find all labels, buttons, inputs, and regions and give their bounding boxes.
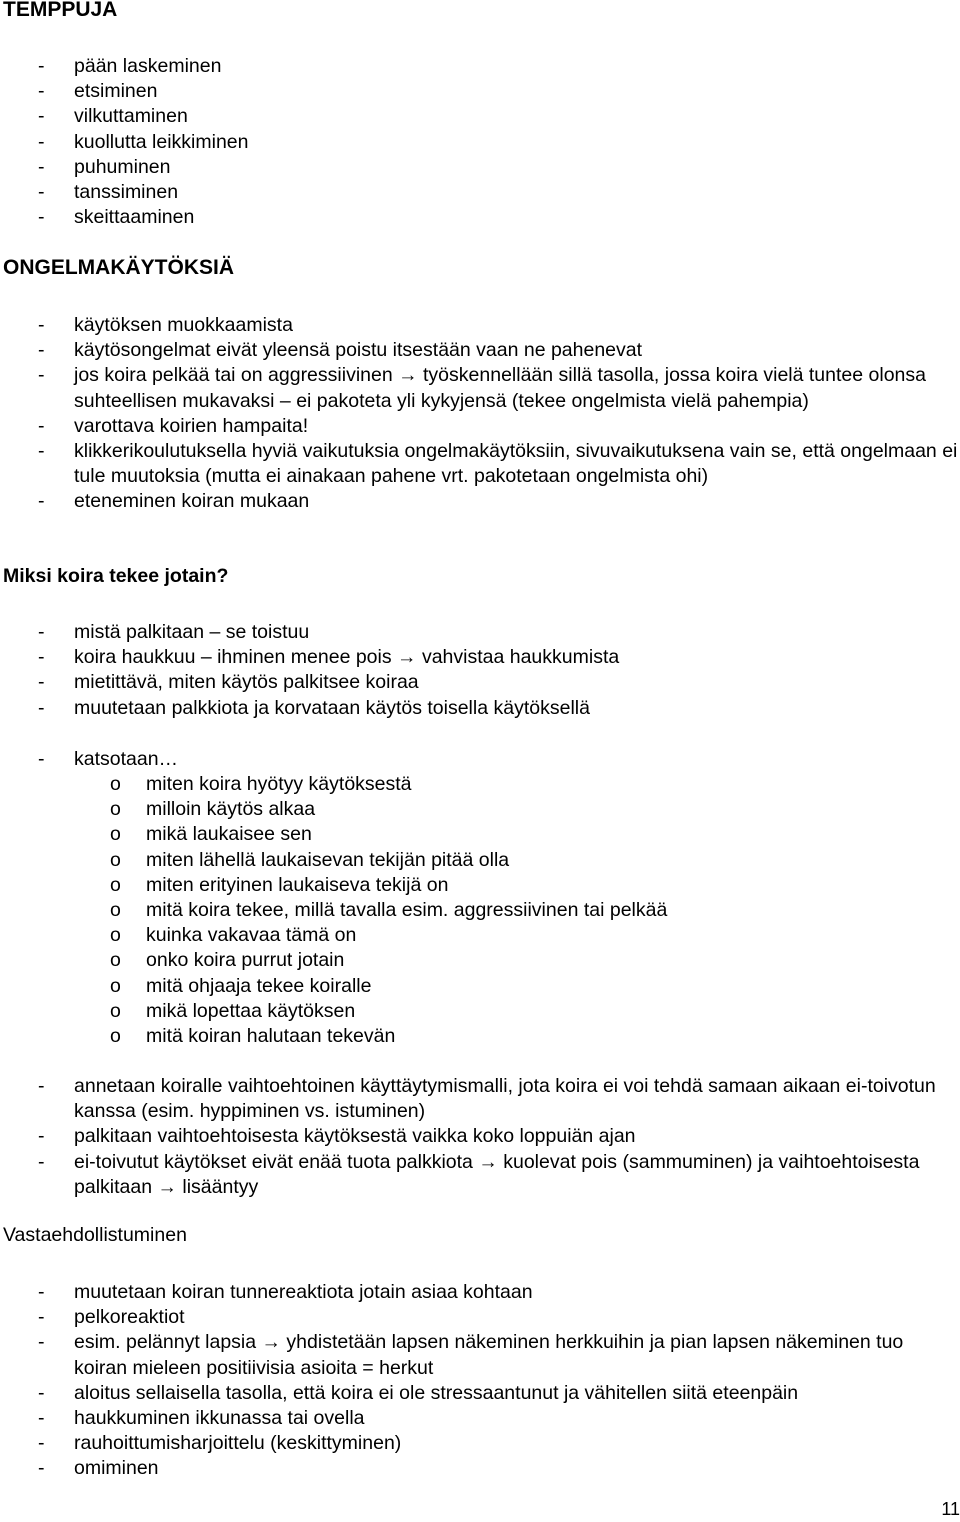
list-item: - muutetaan palkkiota ja korvataan käytös toisella käytöksellä — [38, 696, 590, 719]
list-item: - tanssiminen — [38, 181, 179, 204]
list-item: o mitä koiran halutaan tekevän — [110, 1025, 396, 1048]
list-vaihtoehtoinen — [0, 1074, 960, 1200]
list-item: o miten lähellä laukaisevan tekijän pitää olla — [110, 848, 510, 871]
list-item: - mietittävä, miten käytös palkitsee koiraa — [38, 671, 419, 694]
page-number: 11 — [941, 1499, 960, 1519]
list-item: - käytösongelmat eivät yleensä poistu itsestään vaan ne pahenevat — [38, 339, 643, 362]
list-katsotaan — [0, 747, 960, 772]
list-item: o milloin käytös alkaa — [110, 798, 316, 821]
list-item: - puhuminen — [38, 155, 171, 178]
heading-miksi: Miksi koira tekee jotain? — [3, 565, 229, 587]
list-item: - pään laskeminen — [38, 55, 222, 77]
list-item: o miten koira hyötyy käytöksestä — [110, 773, 412, 795]
list-item: - esim. pelännyt lapsia → yhdistetään lapsen näkeminen herkkuihin ja pian lapsen näkeminen tuo koiran mieleen positiivisia asioita = herkut — [38, 1331, 904, 1379]
list-item: - skeittaaminen — [38, 206, 195, 229]
list-miksi — [0, 620, 960, 721]
list-item: o mikä laukaisee sen — [110, 823, 312, 846]
list-item: - omiminen — [38, 1457, 159, 1480]
list-ongelmakaytoksia — [0, 313, 960, 515]
list-item: o mikä lopettaa käytöksen — [110, 999, 356, 1022]
list-item: o mitä koira tekee, millä tavalla esim. aggressiivinen tai pelkää — [110, 899, 668, 922]
list-item: - kuollutta leikkiminen — [38, 130, 249, 153]
list-item: o mitä ohjaaja tekee koiralle — [110, 974, 372, 997]
list-item: - annetaan koiralle vaihtoehtoinen käyttäytymismalli, jota koira ei voi tehdä samaan aikaan ei-toivotun kanssa (esim. hyppiminen vs. istuminen) — [38, 1075, 936, 1123]
list-item: - vilkuttaminen — [38, 105, 188, 128]
list-item: - jos koira pelkää tai on aggressiivinen → työskennellään sillä tasolla, jossa koira vielä tuntee olonsa suhteellisen mukavaksi – ei pakoteta yli kykyjensä (tekee ongelmista vielä pahempia) — [38, 364, 926, 412]
list-item: - eteneminen koiran mukaan — [38, 490, 310, 513]
list-item: - käytöksen muokkaamista — [38, 314, 293, 336]
list-item: - katsotaan… — [38, 748, 179, 770]
list-item: o miten erityinen laukaiseva tekijä on — [110, 873, 449, 896]
list-item: - varottava koirien hampaita! — [38, 414, 309, 437]
list-item: - haukkuminen ikkunassa tai ovella — [38, 1407, 365, 1430]
list-item: o onko koira purrut jotain — [110, 949, 345, 972]
list-item: - aloitus sellaisella tasolla, että koira ei ole stressaantunut ja vähitellen siitä eteenpäin — [38, 1381, 799, 1404]
list-item: - palkitaan vaihtoehtoisesta käytöksestä vaikka koko loppuiän ajan — [38, 1125, 636, 1148]
list-temppuja — [0, 54, 960, 230]
heading-temppuja: TEMPPUJA — [3, 0, 118, 21]
list-item: - klikkerikoulutuksella hyviä vaikutuksia ongelmakäytöksiin, sivuvaikutuksena vain se, että ongelmaan ei tule muutoksia (mutta ei ainakaan pahene vrt. pakotetaan ongelmista ohi) — [38, 440, 958, 488]
list-item: - etsiminen — [38, 80, 158, 103]
sublist-katsotaan — [0, 772, 960, 1049]
list-vastaehdollistuminen — [0, 1280, 960, 1482]
list-item: - ei-toivutut käytökset eivät enää tuota palkkiota → kuolevat pois (sammuminen) ja vaihtoehtoisesta palkitaan → lisääntyy — [38, 1150, 920, 1198]
list-item: o kuinka vakavaa tämä on — [110, 924, 357, 947]
list-item: - rauhoittumisharjoittelu (keskittyminen) — [38, 1432, 402, 1455]
list-item: - muutetaan koiran tunnereaktiota jotain asiaa kohtaan — [38, 1281, 533, 1303]
heading-vastaehdollistuminen: Vastaehdollistuminen — [3, 1224, 187, 1246]
list-item: - pelkoreaktiot — [38, 1306, 185, 1329]
list-item: - koira haukkuu – ihminen menee pois → vahvistaa haukkumista — [38, 646, 620, 669]
list-item: - mistä palkitaan – se toistuu — [38, 621, 310, 643]
heading-ongelmakaytoksia: ONGELMAKÄYTÖKSIÄ — [3, 256, 234, 279]
